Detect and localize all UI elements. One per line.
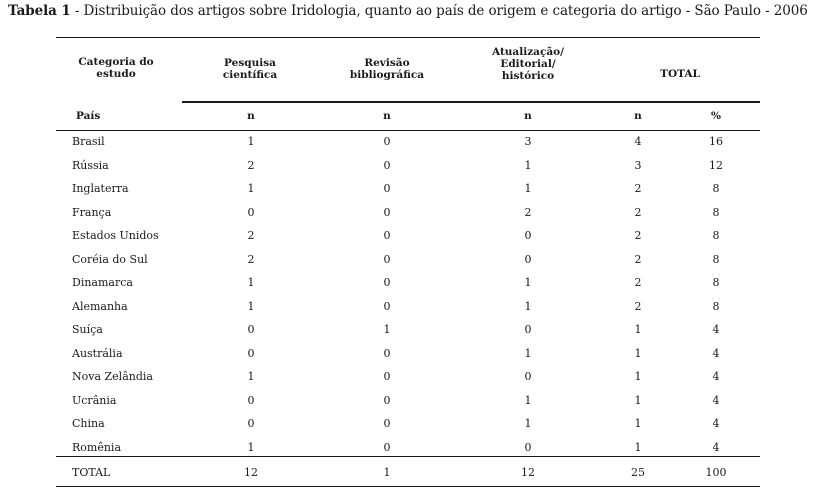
cell-total-n: 1 xyxy=(634,347,642,360)
cell-pesquisa: 1 xyxy=(247,182,255,195)
cell-pesquisa: 1 xyxy=(247,441,255,454)
bottom-rule xyxy=(56,486,760,487)
cell-country: Inglaterra xyxy=(72,182,129,195)
cell-total-pct: 4 xyxy=(712,417,720,430)
cell-total-pct: 8 xyxy=(712,182,720,195)
cell-total-n: 1 xyxy=(634,417,642,430)
table-caption-label: Tabela 1 xyxy=(8,3,71,19)
header-subrule xyxy=(182,101,760,103)
cell-revisao: 0 xyxy=(383,347,391,360)
cell-total-n: 2 xyxy=(634,253,642,266)
cell-total-pct: 8 xyxy=(712,253,720,266)
table-caption xyxy=(8,3,813,19)
total-n: 25 xyxy=(631,466,645,479)
cell-pesquisa: 2 xyxy=(247,229,255,242)
cell-pesquisa: 0 xyxy=(247,206,255,219)
cell-total-n: 1 xyxy=(634,323,642,336)
header-bottom-rule xyxy=(56,130,760,131)
header-pesquisa: Pesquisa científica xyxy=(222,57,278,81)
cell-atualizacao: 1 xyxy=(524,417,532,430)
cell-country: Austrália xyxy=(72,347,123,360)
cell-revisao: 0 xyxy=(383,300,391,313)
cell-revisao: 0 xyxy=(383,276,391,289)
cell-atualizacao: 0 xyxy=(524,323,532,336)
cell-total-n: 2 xyxy=(634,182,642,195)
cell-atualizacao: 0 xyxy=(524,253,532,266)
cell-country: Brasil xyxy=(72,135,105,148)
cell-total-n: 4 xyxy=(634,135,642,148)
cell-atualizacao: 1 xyxy=(524,347,532,360)
cell-total-pct: 8 xyxy=(712,300,720,313)
cell-pesquisa: 1 xyxy=(247,370,255,383)
cell-country: França xyxy=(72,206,112,219)
cell-total-n: 2 xyxy=(634,276,642,289)
total-pesquisa: 12 xyxy=(244,466,258,479)
cell-revisao: 0 xyxy=(383,229,391,242)
cell-atualizacao: 0 xyxy=(524,370,532,383)
cell-total-n: 2 xyxy=(634,229,642,242)
cell-revisao: 0 xyxy=(383,135,391,148)
cell-atualizacao: 3 xyxy=(524,135,532,148)
cell-revisao: 0 xyxy=(383,159,391,172)
cell-pesquisa: 0 xyxy=(247,417,255,430)
cell-country: Suíça xyxy=(72,323,103,336)
cell-revisao: 0 xyxy=(383,253,391,266)
cell-pesquisa: 0 xyxy=(247,394,255,407)
cell-atualizacao: 1 xyxy=(524,159,532,172)
cell-atualizacao: 1 xyxy=(524,276,532,289)
cell-total-n: 3 xyxy=(634,159,642,172)
cell-pesquisa: 0 xyxy=(247,323,255,336)
header-n-atualizacao: n xyxy=(524,110,532,122)
top-rule xyxy=(56,37,760,38)
table-caption-text: - Distribuição dos artigos sobre Iridologia, quanto ao país de origem e categoria do artigo - São Paulo - 2006 xyxy=(70,3,808,19)
cell-total-pct: 4 xyxy=(712,370,720,383)
cell-country: Alemanha xyxy=(72,300,128,313)
cell-total-pct: 4 xyxy=(712,441,720,454)
cell-country: Coréia do Sul xyxy=(72,253,148,266)
cell-revisao: 1 xyxy=(383,323,391,336)
header-pais: País xyxy=(76,110,101,122)
cell-pesquisa: 2 xyxy=(247,253,255,266)
header-category: Categoria do estudo xyxy=(78,56,154,80)
cell-total-n: 1 xyxy=(634,441,642,454)
header-pct: % xyxy=(711,110,721,122)
cell-total-pct: 12 xyxy=(709,159,723,172)
cell-total-n: 1 xyxy=(634,394,642,407)
header-atualizacao: Atualização/ Editorial/ histórico xyxy=(491,46,565,82)
cell-atualizacao: 0 xyxy=(524,229,532,242)
cell-total-pct: 8 xyxy=(712,229,720,242)
total-revisao: 1 xyxy=(383,466,391,479)
header-n-total: n xyxy=(634,110,642,122)
cell-total-n: 2 xyxy=(634,206,642,219)
cell-country: Ucrânia xyxy=(72,394,117,407)
cell-pesquisa: 1 xyxy=(247,135,255,148)
cell-country: Nova Zelândia xyxy=(72,370,153,383)
cell-country: China xyxy=(72,417,105,430)
total-rule xyxy=(56,456,760,457)
cell-revisao: 0 xyxy=(383,370,391,383)
cell-total-n: 2 xyxy=(634,300,642,313)
header-n-revisao: n xyxy=(383,110,391,122)
cell-revisao: 0 xyxy=(383,206,391,219)
cell-revisao: 0 xyxy=(383,417,391,430)
cell-pesquisa: 2 xyxy=(247,159,255,172)
cell-total-pct: 4 xyxy=(712,347,720,360)
cell-total-pct: 8 xyxy=(712,206,720,219)
cell-revisao: 0 xyxy=(383,441,391,454)
cell-country: Dinamarca xyxy=(72,276,133,289)
cell-total-pct: 8 xyxy=(712,276,720,289)
total-atualizacao: 12 xyxy=(521,466,535,479)
cell-total-pct: 4 xyxy=(712,323,720,336)
cell-total-n: 1 xyxy=(634,370,642,383)
cell-atualizacao: 1 xyxy=(524,182,532,195)
total-pct: 100 xyxy=(705,466,727,479)
cell-country: Rússia xyxy=(72,159,109,172)
cell-revisao: 0 xyxy=(383,394,391,407)
cell-total-pct: 16 xyxy=(709,135,723,148)
cell-country: Estados Unidos xyxy=(72,229,159,242)
cell-revisao: 0 xyxy=(383,182,391,195)
cell-pesquisa: 0 xyxy=(247,347,255,360)
total-label: TOTAL xyxy=(72,466,111,479)
cell-pesquisa: 1 xyxy=(247,276,255,289)
cell-atualizacao: 1 xyxy=(524,394,532,407)
cell-total-pct: 4 xyxy=(712,394,720,407)
header-n-pesquisa: n xyxy=(247,110,255,122)
cell-atualizacao: 0 xyxy=(524,441,532,454)
header-revisao: Revisão bibliográfica xyxy=(349,57,425,81)
cell-atualizacao: 1 xyxy=(524,300,532,313)
cell-pesquisa: 1 xyxy=(247,300,255,313)
cell-country: Romênia xyxy=(72,441,122,454)
header-total: TOTAL xyxy=(660,68,700,80)
cell-atualizacao: 2 xyxy=(524,206,532,219)
